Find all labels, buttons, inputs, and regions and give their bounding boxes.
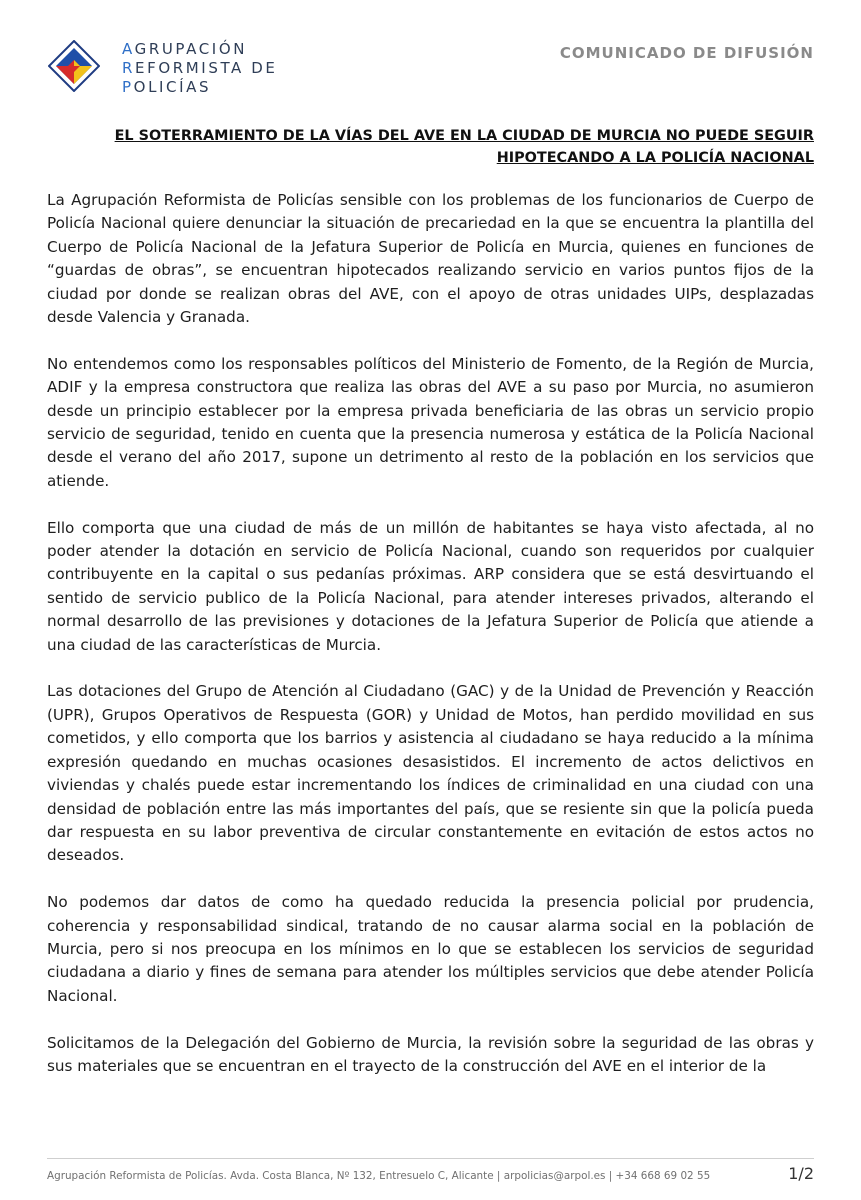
paragraph-6: Solicitamos de la Delegación del Gobierno de Murcia, la revisión sobre la seguridad de las obras y sus materiales que se encuentran en el trayecto de la construcción del AVE en el interior de la xyxy=(47,1033,814,1075)
paragraph-1: La Agrupación Reformista de Policías sensible con los problemas de los funcionarios de Cuerpo de Policía Nacional quiere denunciar la situación de precariedad en la que se encuentra la plantilla del Cuerpo de Policía Nacional de la Jefatura Superior de Policía en Murcia, quienes en funciones de “guardas de obras”, se encuentran hipotecados realizando servicio en varios puntos fijos de la ciudad por donde se realizan obras del AVE, con el apoyo de otras unidades UIPs, desplazadas desde Valencia y Granada. xyxy=(47,191,814,327)
org-name-line-3 xyxy=(122,78,278,97)
headline xyxy=(60,125,814,169)
organization-name xyxy=(122,40,278,97)
headline-line-2: HIPOTECANDO A LA POLICÍA NACIONAL xyxy=(496,150,814,166)
org-name-line-1 xyxy=(122,40,278,59)
org-name-text-3: OLICÍAS xyxy=(133,78,212,96)
document-type: COMUNICADO DE DIFUSIÓN xyxy=(559,44,814,62)
page-number: 1/2 xyxy=(788,1164,814,1183)
org-name-line-2 xyxy=(122,59,278,78)
paragraph-3: Ello comporta que una ciudad de más de un millón de habitantes se haya visto afectada, al no poder atender la dotación en servicio de Policía Nacional, cuando son requeridos por cualquier contribuyente en la capital o sus pedanías próximas. ARP considera que se está desvirtuando el sentido de servicio publico de la Policía Nacional, para atender intereses privados, alterando el normal desarrollo de las previsiones y dotaciones de la Jefatura Superior de Policía que atiende a una ciudad de las características de Murcia. xyxy=(47,518,814,654)
footer-divider xyxy=(47,1158,814,1159)
headline-line-1: EL SOTERRAMIENTO DE LA VÍAS DEL AVE EN LA CIUDAD DE MURCIA NO PUEDE SEGUIR xyxy=(114,128,814,144)
paragraph-4: Las dotaciones del Grupo de Atención al Ciudadano (GAC) y de la Unidad de Prevención y Reacción (UPR), Grupos Operativos de Respuesta (GOR) y Unidad de Motos, han perdido movilidad en sus cometidos, y ello comporta que los barrios y asistencia al ciudadano se haya reducido a la mínima expresión quedando en muchas ocasiones desasistidos. El incremento de actos delictivos en viviendas y chalés puede estar incrementando los índices de criminalidad en una ciudad con una densidad de población entre las más importantes del país, que se resiente sin que la policía pueda dar respuesta en su labor preventiva de circular constantemente en evitación de estos actos no deseados. xyxy=(47,682,814,865)
org-initial-p: P xyxy=(122,78,134,96)
arp-logo-icon xyxy=(48,40,100,92)
paragraph-5: No podemos dar datos de como ha quedado reducida la presencia policial por prudencia, coherencia y responsabilidad sindical, tratando de no causar alarma social en la población de Murcia, pero si nos preocupa en los mínimos en lo que se establecen los servicios de seguridad ciudadana a diario y fines de semana para atender los múltiples servicios que debe atender Policía Nacional. xyxy=(47,893,814,1005)
org-name-text-2: EFORMISTA DE xyxy=(135,59,278,77)
org-name-text-1: GRUPACIÓN xyxy=(134,40,248,58)
paragraph-2: No entendemos como los responsables políticos del Ministerio de Fomento, de la Región de Murcia, ADIF y la empresa constructora que realiza las obras del AVE a su paso por Murcia, no asumieron desde un principio establecer por la empresa privada beneficiaria de las obras un servicio propio servicio de seguridad, tenido en cuenta que la presencia numerosa y estática de la Policía Nacional desde el verano del año 2017, supone un detrimento al resto de la población en los servicios que atiende. xyxy=(47,354,814,490)
footer-address: Agrupación Reformista de Policías. Avda. Costa Blanca, Nº 132, Entresuelo C, Alicante | arpolicias@arpol.es | +34 668 69 02 55 xyxy=(47,1170,711,1182)
org-initial-r: R xyxy=(122,59,136,77)
body-text xyxy=(47,189,814,1102)
org-initial-a: A xyxy=(122,40,135,58)
